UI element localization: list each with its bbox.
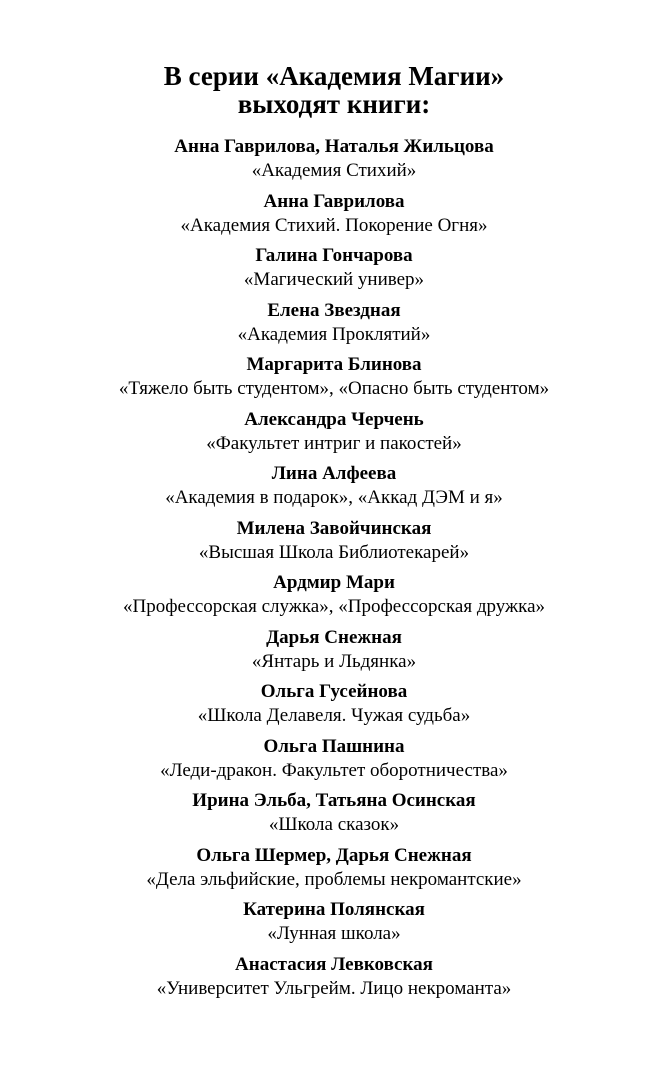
book-entry (0, 407, 668, 462)
book-author: Ольга Гусейнова (260, 681, 408, 702)
book-title: «Магический универ» (243, 269, 425, 290)
book-title: «Академия Проклятий» (237, 323, 431, 345)
book-list (0, 134, 668, 1006)
book-author: Ирина Эльба, Татьяна Осинская (192, 790, 476, 811)
book-title: «Университет Ульгрейм. Лицо некроманта» (156, 977, 512, 999)
book-entry (0, 625, 668, 680)
book-title: «Тяжело быть студентом», «Опасно быть студентом» (118, 378, 550, 399)
book-title: «Лунная школа» (267, 923, 401, 944)
book-title: «Высшая Школа Библиотекарей» (198, 541, 470, 563)
book-entry (0, 679, 668, 734)
book-title: «Янтарь и Льдянка» (251, 650, 417, 672)
book-author: Милена Завойчинская (236, 517, 432, 539)
book-author: Анна Гаврилова, Наталья Жильцова (174, 136, 494, 157)
book-title: «Профессорская служка», «Профессорская дружка» (122, 596, 546, 617)
book-entry (0, 788, 668, 843)
book-entry (0, 570, 668, 625)
book-entry (0, 243, 668, 298)
book-entry (0, 516, 668, 571)
book-entry (0, 189, 668, 244)
book-title: «Школа сказок» (268, 814, 400, 835)
book-entry (0, 134, 668, 189)
book-entry (0, 352, 668, 407)
book-entry (0, 298, 668, 353)
book-entry (0, 843, 668, 898)
book-title: «Академия Стихий» (251, 160, 417, 181)
book-title: «Школа Делавеля. Чужая судьба» (197, 705, 471, 726)
book-title: «Факультет интриг и пакостей» (206, 432, 462, 454)
book-author: Елена Звездная (267, 299, 401, 321)
book-author: Анна Гаврилова (263, 190, 405, 212)
book-entry (0, 734, 668, 789)
book-entry (0, 897, 668, 952)
book-author: Дарья Снежная (266, 626, 402, 648)
book-author: Ардмир Мари (273, 572, 395, 593)
book-author: Александра Черчень (244, 408, 424, 430)
book-author: Лина Алфеева (271, 463, 397, 484)
series-heading: В серии «Академия Магии» (163, 61, 505, 91)
book-title: «Леди-дракон. Факультет оборотничества» (160, 759, 508, 781)
book-entry (0, 461, 668, 516)
book-title: «Академия в подарок», «Аккад ДЭМ и я» (165, 487, 503, 508)
book-title: «Академия Стихий. Покорение Огня» (180, 214, 488, 236)
book-author: Анастасия Левковская (235, 953, 433, 975)
book-author: Маргарита Блинова (246, 354, 422, 375)
series-subheading: выходят книги: (237, 89, 431, 119)
book-author: Ольга Пашнина (263, 735, 405, 757)
book-author: Ольга Шермер, Дарья Снежная (196, 844, 472, 866)
book-title: «Дела эльфийские, проблемы некромантские» (146, 868, 522, 890)
book-author: Катерина Полянская (243, 899, 425, 920)
book-author: Галина Гончарова (255, 245, 413, 266)
book-entry (0, 952, 668, 1007)
